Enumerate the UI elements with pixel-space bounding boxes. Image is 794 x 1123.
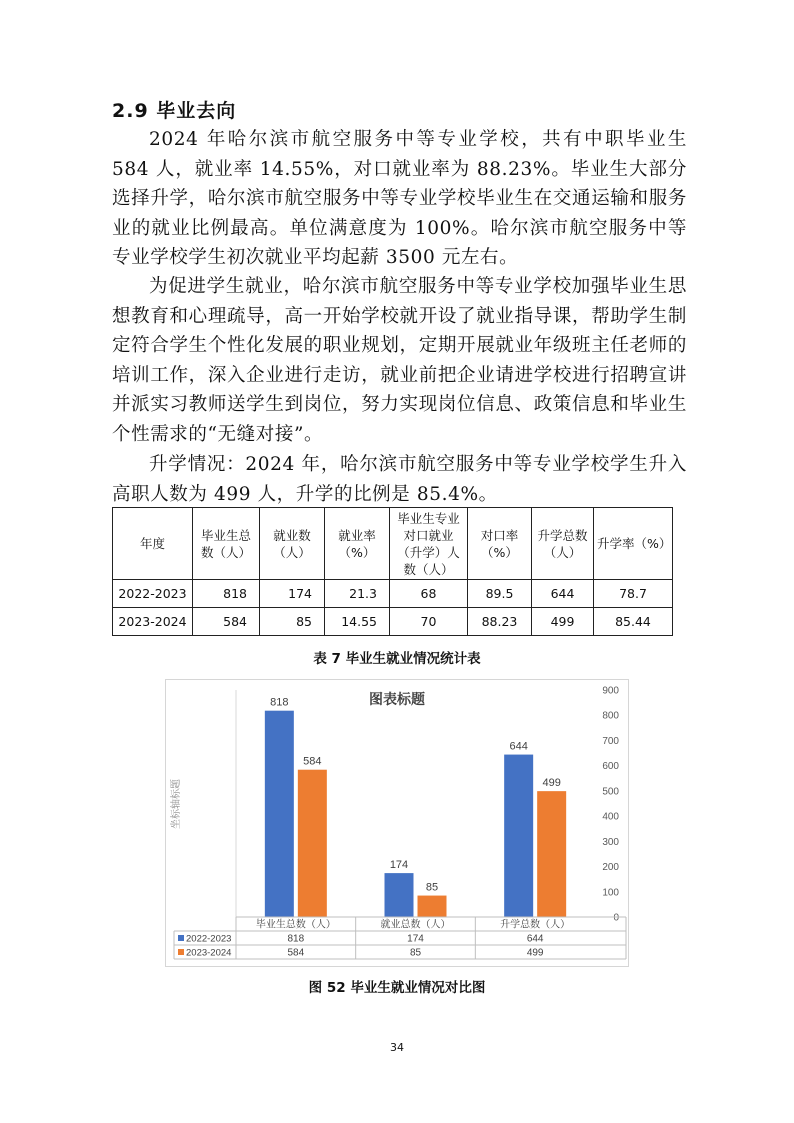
bar-2022-2023 [504, 755, 533, 917]
bar-2023-2024 [298, 770, 327, 917]
table-cell: 644 [532, 580, 594, 608]
table-cell: 174 [260, 580, 325, 608]
bar-2022-2023 [385, 873, 414, 917]
table-header-cell: 就业数（人） [260, 508, 325, 580]
table-header-cell: 毕业生专业对口就业（升学）人数（人） [390, 508, 468, 580]
bar-data-label: 85 [425, 881, 439, 894]
paragraph-further-study: 升学情况：2024 年，哈尔滨市航空服务中等专业学校学生升入高职人数为 499 人，升学的比例是 85.4%。 [112, 454, 687, 505]
figure-caption: 图 52 毕业生就业情况对比图 [308, 980, 486, 996]
table-caption: 表 7 毕业生就业情况统计表 [313, 651, 481, 667]
chart-title: 图表标题 [369, 691, 425, 707]
y-tick-label: 600 [602, 761, 619, 773]
data-table-value: 644 [526, 933, 544, 945]
y-tick-label: 300 [602, 836, 619, 848]
y-tick-label: 800 [602, 710, 619, 722]
bar-data-label: 499 [542, 777, 561, 790]
table-row [113, 608, 673, 636]
bar-data-label: 644 [509, 740, 528, 753]
table-cell: 499 [532, 608, 594, 636]
y-tick-label: 400 [602, 811, 619, 823]
y-tick-label: 0 [613, 912, 619, 924]
table-header-cell: 毕业生总数（人） [193, 508, 260, 580]
bar-data-label: 174 [389, 859, 409, 872]
table-cell: 70 [390, 608, 468, 636]
employment-bar-chart [166, 680, 628, 966]
table-cell: 78.7 [594, 580, 673, 608]
y-tick-label: 500 [602, 786, 619, 798]
data-table-value: 818 [287, 933, 305, 945]
table-cell: 88.23 [468, 608, 532, 636]
table-header-row [113, 508, 673, 580]
legend-series-label: 2022-2023 [186, 933, 232, 945]
bar-2023-2024 [418, 896, 447, 917]
y-tick-label: 700 [602, 735, 619, 747]
table-header-cell: 升学率（%） [594, 508, 673, 580]
table-cell: 89.5 [468, 580, 532, 608]
x-category-label: 就业总数（人） [380, 919, 451, 931]
legend-swatch-2022-2023 [178, 935, 184, 941]
data-table-value: 499 [526, 947, 544, 959]
y-axis-title: 坐标轴标题 [171, 779, 182, 829]
table-header-cell: 年度 [113, 508, 193, 580]
x-category-label: 升学总数（人） [500, 919, 571, 931]
paragraph-employment-summary: 2024 年哈尔滨市航空服务中等专业学校，共有中职毕业生 584 人，就业率 14.55%，对口就业率为 88.23%。毕业生大部分选择升学，哈尔滨市航空服务中等专业学校毕业生在交通运输和服务业的就业比例最高。单位满意度为 100%。哈尔滨市航空服务中等专业学校学生初次就业平均起薪 3500 元左右。 [112, 129, 687, 269]
data-table-value: 85 [409, 947, 422, 959]
legend-swatch-2023-2024 [178, 949, 184, 955]
table-cell: 85 [260, 608, 325, 636]
table-cell: 68 [390, 580, 468, 608]
paragraph-employment-measures: 为促进学生就业，哈尔滨市航空服务中等专业学校加强毕业生思想教育和心理疏导，高一开始学校就开设了就业指导课，帮助学生制定符合学生个性化发展的职业规划，定期开展就业年级班主任老师的培训工作，深入企业进行走访，就业前把企业请进学校进行招聘宣讲并派实习教师送学生到岗位，努力实现岗位信息、政策信息和毕业生个性需求的“无缝对接”。 [112, 276, 687, 445]
table-header-cell: 升学总数（人） [532, 508, 594, 580]
section-heading: 2.9 毕业去向 [112, 100, 237, 122]
table-row [113, 580, 673, 608]
table-cell: 584 [193, 608, 260, 636]
x-category-label: 毕业生总数（人） [255, 919, 336, 931]
y-tick-label: 200 [602, 862, 619, 874]
table-cell: 818 [193, 580, 260, 608]
bar-2022-2023 [265, 711, 294, 917]
table-header-cell: 就业率（%） [325, 508, 390, 580]
bar-data-label: 584 [303, 755, 322, 768]
table-cell: 2023-2024 [113, 608, 193, 636]
y-tick-label: 100 [602, 887, 619, 899]
y-tick-label: 900 [602, 685, 619, 697]
chart-container [165, 679, 629, 967]
bar-2023-2024 [537, 791, 566, 917]
legend-series-label: 2023-2024 [186, 947, 232, 959]
table-cell: 21.3 [325, 580, 390, 608]
bar-data-label: 818 [270, 696, 289, 709]
employment-stats-table [112, 507, 673, 636]
table-cell: 2022-2023 [113, 580, 193, 608]
data-table-value: 174 [407, 933, 424, 945]
table-cell: 14.55 [325, 608, 390, 636]
table-cell: 85.44 [594, 608, 673, 636]
data-table-value: 584 [287, 947, 305, 959]
page-number: 34 [390, 1041, 404, 1054]
table-header-cell: 对口率（%） [468, 508, 532, 580]
